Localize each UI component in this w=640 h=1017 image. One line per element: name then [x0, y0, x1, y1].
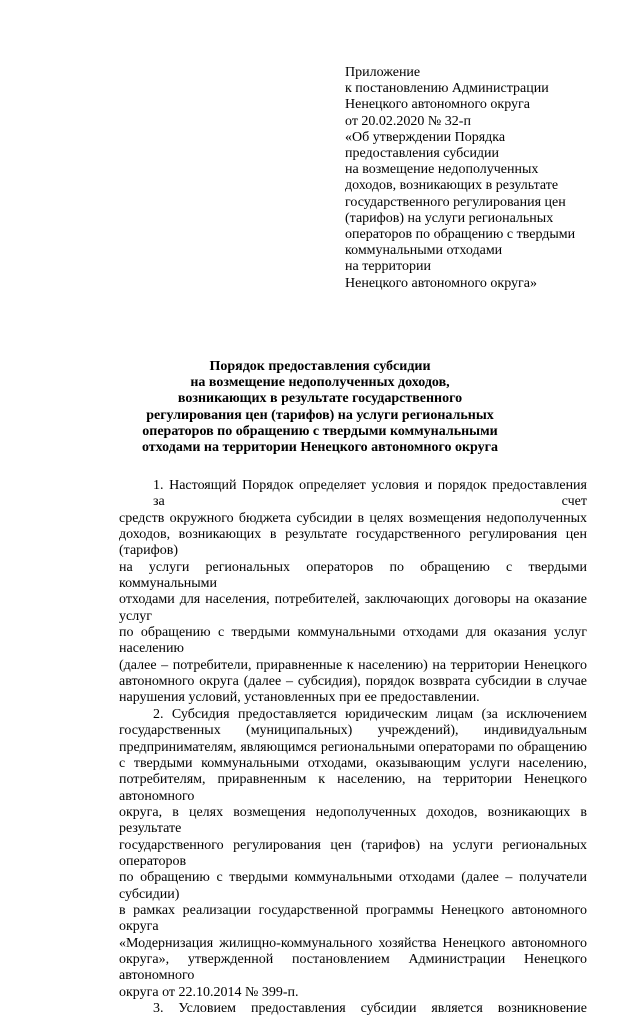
body-line: государственных (муниципальных) учреждений), индивидуальным: [119, 723, 587, 739]
appendix-line: предоставления субсидии: [345, 146, 500, 162]
appendix-line: к постановлению Администрации: [345, 81, 549, 97]
title-line: операторов по обращению с твердыми коммунальными: [142, 423, 498, 439]
appendix-line: на возмещение недополученных: [345, 162, 539, 178]
title-line: отходами на территории Ненецкого автономного округа: [141, 440, 499, 456]
appendix-line: доходов, возникающих в результате: [345, 178, 559, 194]
appendix-line: Ненецкого автономного округа»: [345, 275, 537, 291]
body-line: округа от 22.10.2014 № 399-п.: [119, 984, 299, 1000]
paragraph-1: [119, 478, 587, 707]
appendix-line: операторов по обращению с твердыми: [345, 227, 576, 243]
body-line: округа, в целях возмещения недополученных доходов, возникающих в результате: [119, 804, 587, 837]
body-line: отходами для населения, потребителей, заключающих договоры на оказание услуг: [119, 592, 587, 624]
title-line: регулирования цен (тарифов) на услуги региональных: [146, 407, 494, 423]
body-line: по обращению с твердыми коммунальными отходами (далее – получатели субсидии): [119, 870, 587, 902]
title-line: Порядок предоставления субсидии: [209, 359, 431, 374]
body-line: 1. Настоящий Порядок определяет условия и порядок предоставления за счет: [153, 478, 587, 510]
paragraph-3: [119, 1001, 587, 1017]
body-line: «Модернизация жилищно-коммунального хозяйства Ненецкого автономного: [119, 935, 587, 951]
paragraph-2: [119, 707, 587, 1001]
appendix-line: (тарифов) на услуги региональных: [345, 210, 554, 226]
appendix-line: государственного регулирования цен: [345, 194, 566, 210]
body-line: доходов, возникающих в результате государственного регулирования цен (тарифов): [119, 527, 587, 559]
body-line: в рамках реализации государственной программы Ненецкого автономного округа: [119, 902, 587, 935]
appendix-line: Ненецкого автономного округа: [345, 97, 530, 113]
appendix-line: «Об утверждении Порядка: [345, 129, 506, 145]
body-line: округа», утвержденной постановлением Администрации Ненецкого автономного: [119, 951, 587, 984]
body-line: государственного регулирования цен (тарифов) на услуги региональных операторов: [119, 837, 587, 869]
body-line: на услуги региональных операторов по обращению с твердыми коммунальными: [119, 559, 587, 592]
appendix-line: Приложение: [345, 65, 421, 80]
body-line: средств окружного бюджета субсидии в целях возмещения недополученных: [119, 510, 587, 526]
title-line: на возмещение недополученных доходов,: [190, 375, 450, 391]
body-line: 3. Условием предоставления субсидии является возникновение: [153, 1001, 587, 1016]
body-line: по обращению с твердыми коммунальными отходами для оказания услуг населению: [119, 625, 587, 657]
appendix-line: на территории: [345, 259, 431, 275]
document-body: [119, 478, 587, 1017]
appendix-line: коммунальными отходами: [345, 243, 503, 259]
body-line: потребителям, приравненным к населению, на территории Ненецкого автономного: [119, 772, 587, 804]
body-line: (далее – потребители, приравненные к населению) на территории Ненецкого: [119, 657, 587, 673]
title-line: возникающих в результате государственного: [177, 391, 463, 407]
body-line: нарушения условий, установленных при ее предоставлении.: [119, 690, 480, 706]
document-title: [120, 359, 520, 456]
body-line: 2. Субсидия предоставляется юридическим лицам (за исключением: [153, 706, 587, 722]
appendix-line: от 20.02.2020 № 32-п: [345, 113, 471, 129]
body-line: предпринимателям, являющимся региональными операторами по обращению: [119, 739, 587, 755]
body-line: с твердыми коммунальными отходами, оказывающим услуги населению,: [119, 755, 587, 771]
appendix-block: [345, 65, 595, 292]
body-line: автономного округа (далее – субсидия), порядок возврата субсидии в случае: [119, 674, 587, 690]
